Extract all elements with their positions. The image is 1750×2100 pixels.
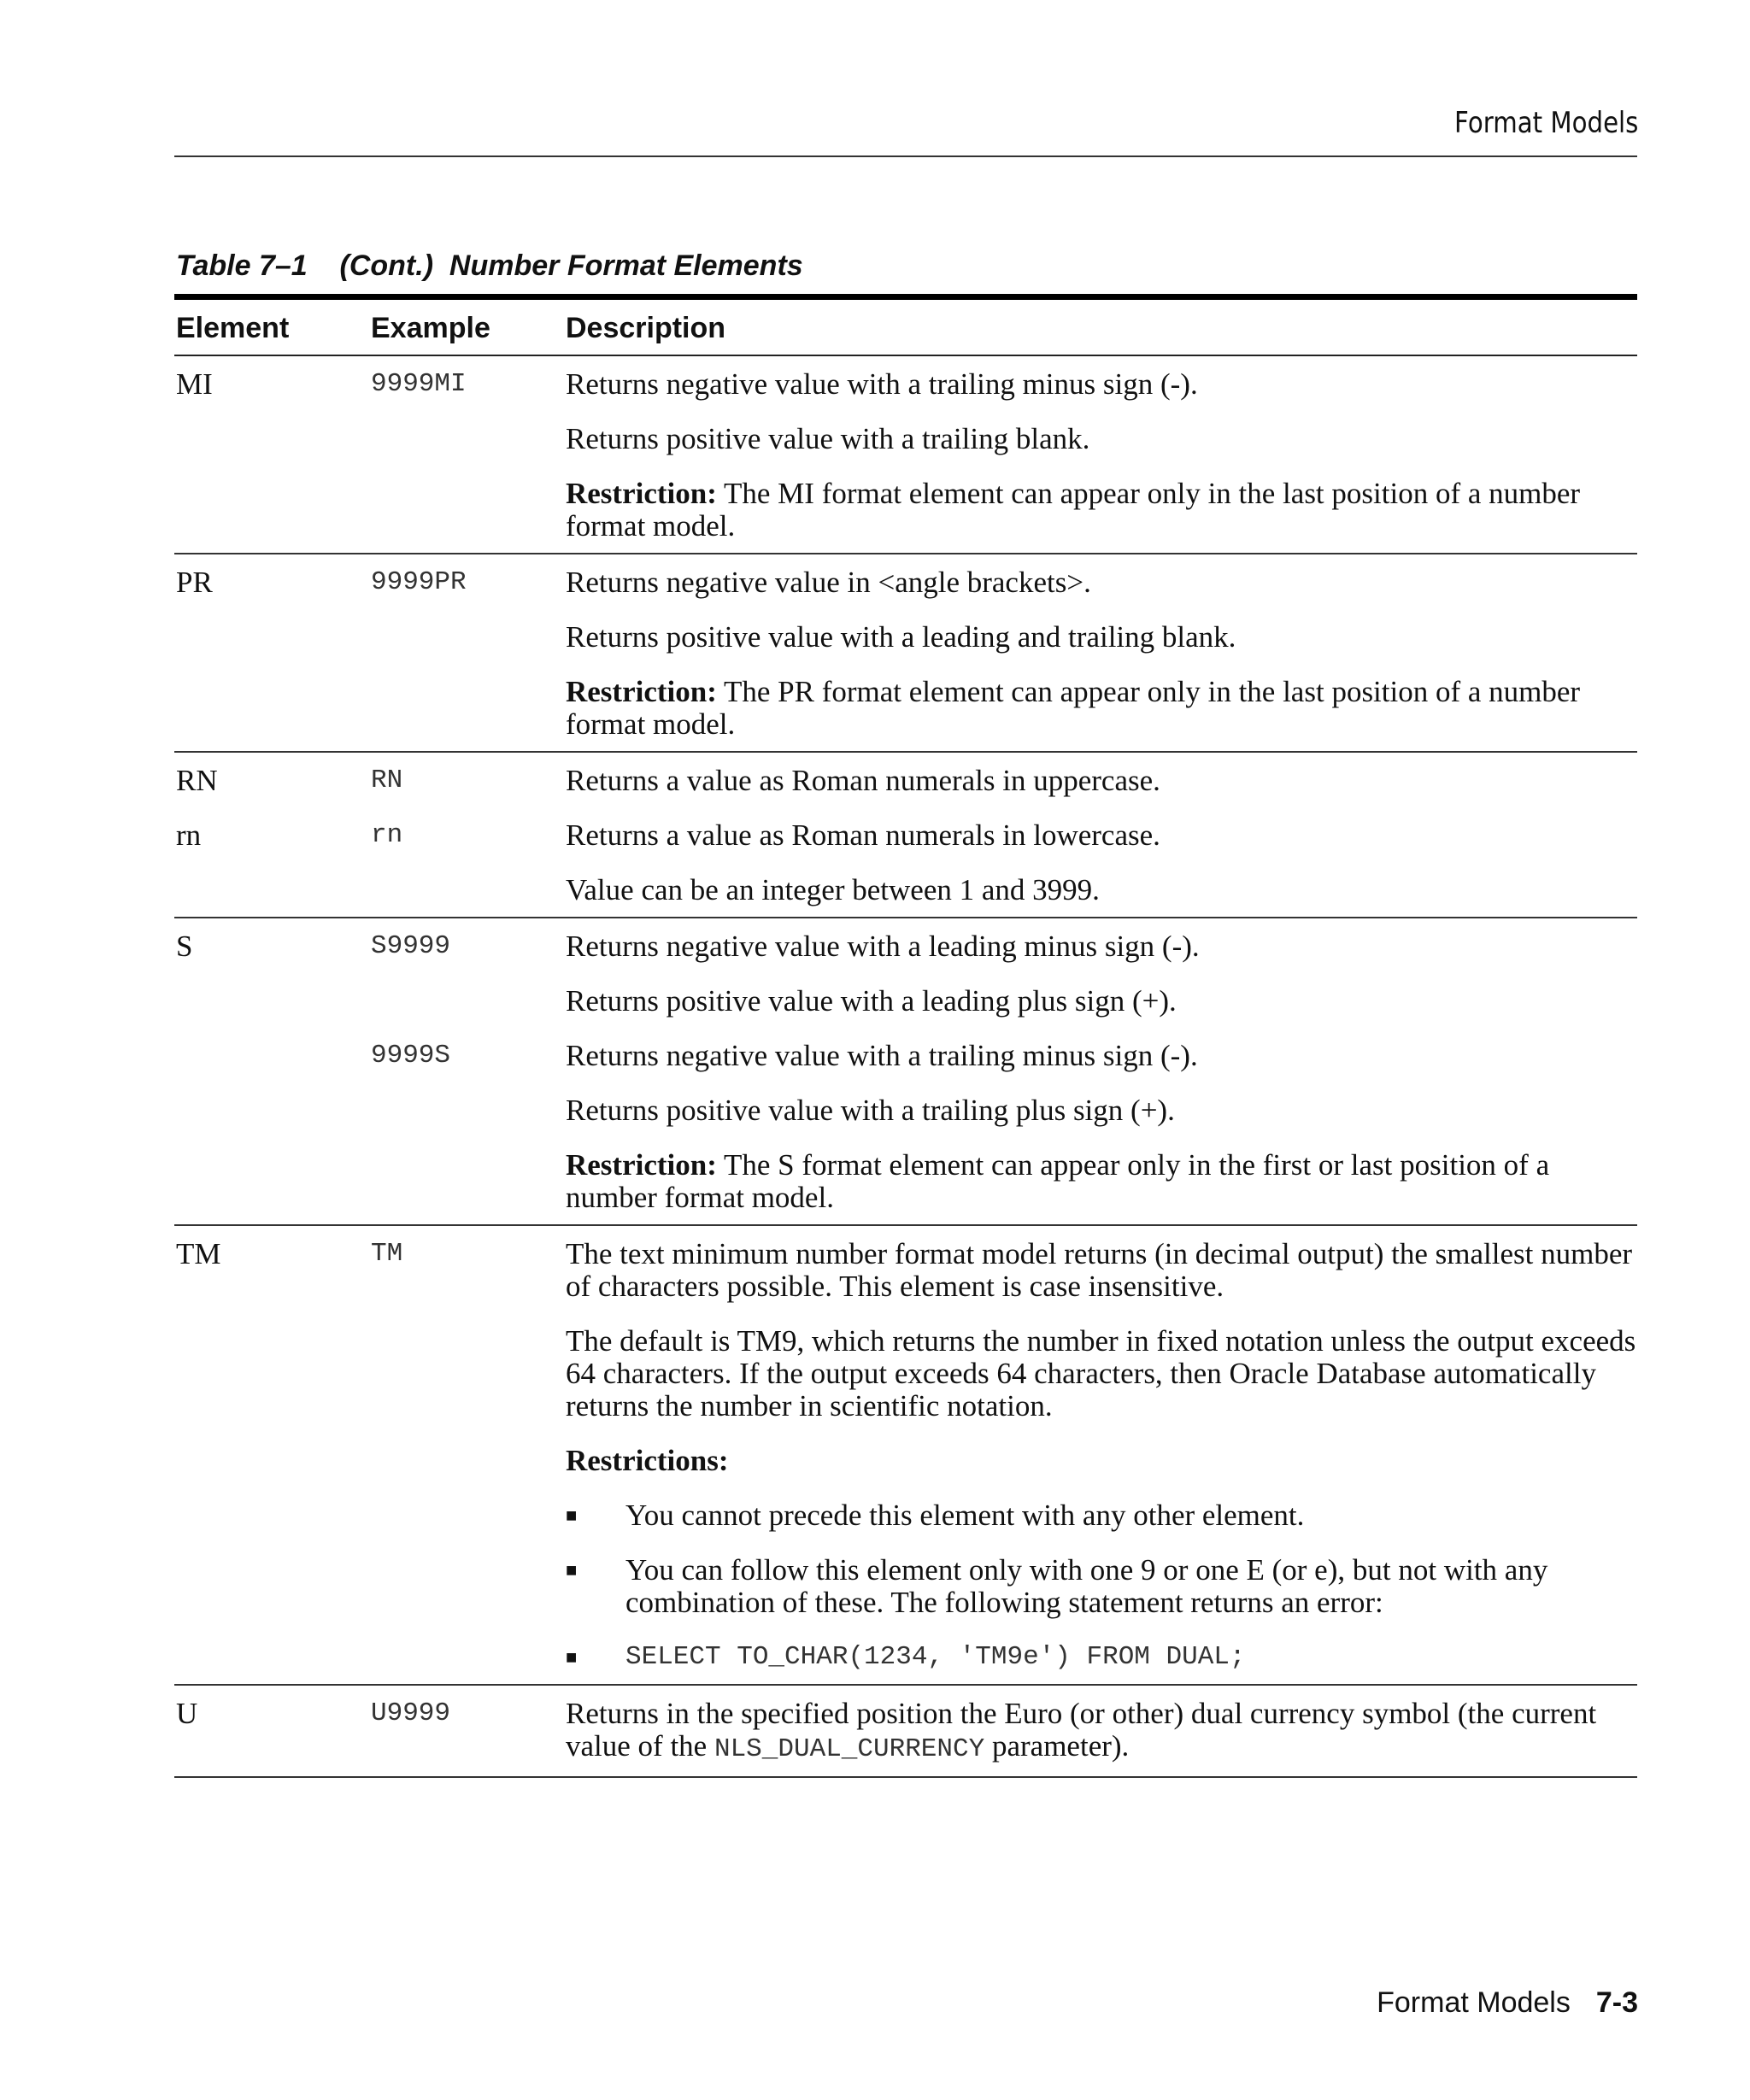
table-row xyxy=(174,554,1637,609)
description-cell xyxy=(564,1137,1637,1225)
element-cell xyxy=(174,1137,369,1225)
header-rule xyxy=(174,155,1637,157)
example-cell: 9999S xyxy=(371,1041,451,1071)
bullet-icon: ■ xyxy=(566,1559,578,1581)
example-cell xyxy=(369,1433,564,1487)
example-cell xyxy=(369,466,564,554)
example-cell xyxy=(369,1137,564,1225)
table-row xyxy=(174,609,1637,664)
example-cell: 9999PR xyxy=(371,567,467,597)
bullet-icon: ■ xyxy=(566,1646,578,1668)
inline-code: NLS_DUAL_CURRENCY xyxy=(714,1734,985,1764)
table-row xyxy=(174,918,1637,973)
example-cell: RN xyxy=(371,766,403,795)
restriction-text: The PR format element can appear only in the last position of a number format model. xyxy=(566,675,1581,741)
description-cell: Returns negative value with a leading minus sign (-). xyxy=(566,930,1200,963)
element-cell xyxy=(174,973,369,1028)
table-row xyxy=(174,1137,1637,1225)
page-number: 7-3 xyxy=(1595,1986,1638,2019)
description-cell: Returns negative value in <angle brackets>. xyxy=(566,566,1091,599)
table-row xyxy=(174,664,1637,752)
example-cell xyxy=(369,862,564,918)
description-cell: Returns a value as Roman numerals in lowercase. xyxy=(566,818,1160,852)
description-cell: Returns negative value with a trailing minus sign (-). xyxy=(566,367,1198,401)
caption-label: Table 7–1 xyxy=(176,249,308,282)
description-cell xyxy=(564,1685,1637,1777)
example-cell: TM xyxy=(371,1239,403,1269)
example-cell xyxy=(369,1082,564,1137)
element-cell xyxy=(174,1028,369,1082)
element-cell xyxy=(174,1313,369,1433)
table-row xyxy=(174,1313,1637,1433)
caption-title: (Cont.) Number Format Elements xyxy=(339,249,803,282)
example-cell: rn xyxy=(371,820,403,850)
table-row xyxy=(174,1487,1637,1542)
table-row xyxy=(174,1685,1637,1777)
element-cell: U xyxy=(174,1685,369,1777)
table-row xyxy=(174,973,1637,1028)
restriction-label: Restriction: xyxy=(566,1148,717,1182)
table-caption xyxy=(176,249,803,283)
table-row xyxy=(174,355,1637,411)
element-cell xyxy=(174,1082,369,1137)
description-cell: The text minimum number format model returns (in decimal output) the smallest number of characters possible. This element is case insensitive. xyxy=(566,1237,1633,1303)
example-cell: 9999MI xyxy=(371,369,467,399)
bullet-text: You cannot precede this element with any other element. xyxy=(625,1499,1305,1532)
element-cell xyxy=(174,411,369,466)
description-text: Returns in the specified position the Euro (or other) dual currency symbol (the current value of the xyxy=(566,1697,1597,1763)
table-header-row xyxy=(174,297,1637,356)
description-cell: Returns negative value with a trailing minus sign (-). xyxy=(566,1039,1198,1072)
example-cell xyxy=(369,411,564,466)
description-cell: Returns positive value with a trailing blank. xyxy=(566,422,1090,455)
restriction-label: Restriction: xyxy=(566,477,717,510)
element-cell xyxy=(174,664,369,752)
footer-section: Format Models xyxy=(1377,1986,1571,2019)
description-tail: parameter). xyxy=(984,1729,1130,1763)
table-row xyxy=(174,752,1637,807)
element-cell: RN xyxy=(176,764,218,797)
restriction-label: Restriction: xyxy=(566,675,717,708)
description-cell: Value can be an integer between 1 and 3999. xyxy=(564,862,1637,918)
table-row xyxy=(174,1082,1637,1137)
description-cell xyxy=(564,466,1637,554)
example-cell xyxy=(369,609,564,664)
bullet-icon: ■ xyxy=(566,1505,578,1526)
element-cell: rn xyxy=(176,818,202,852)
example-cell: U9999 xyxy=(369,1685,564,1777)
element-cell xyxy=(174,862,369,918)
table-row xyxy=(174,862,1637,918)
column-header: Element xyxy=(174,297,369,356)
column-header: Description xyxy=(564,297,1637,356)
description-cell xyxy=(564,1542,1637,1629)
element-cell: PR xyxy=(176,566,213,599)
description-cell xyxy=(564,664,1637,752)
description-cell: Returns positive value with a leading plus sign (+). xyxy=(566,984,1177,1018)
table-row xyxy=(174,466,1637,554)
page-footer xyxy=(1377,1986,1638,2020)
column-header: Example xyxy=(369,297,564,356)
element-cell xyxy=(174,609,369,664)
restrictions-label: Restrictions: xyxy=(566,1444,729,1477)
table-row xyxy=(174,807,1637,862)
description-cell xyxy=(564,1487,1637,1542)
element-cell: S xyxy=(176,930,193,963)
code-example: SELECT TO_CHAR(1234, 'TM9e') FROM DUAL; xyxy=(625,1642,1246,1672)
running-header: Format Models xyxy=(1453,106,1638,140)
restriction-text: The S format element can appear only in the first or last position of a number format model. xyxy=(566,1148,1550,1214)
description-cell: Returns positive value with a leading and trailing blank. xyxy=(566,620,1236,654)
example-cell xyxy=(369,973,564,1028)
example-cell xyxy=(369,664,564,752)
example-cell xyxy=(369,1313,564,1433)
bullet-text: You can follow this element only with one 9 or one E (or e), but not with any combination of these. The following statement returns an error: xyxy=(625,1553,1548,1619)
description-cell xyxy=(564,1433,1637,1487)
description-cell: Returns positive value with a trailing plus sign (+). xyxy=(566,1094,1175,1127)
table-row xyxy=(174,1629,1637,1685)
description-cell: Returns a value as Roman numerals in uppercase. xyxy=(566,764,1160,797)
description-cell: The default is TM9, which returns the number in fixed notation unless the output exceeds 64 characters. If the output exceeds 64 characters, then Oracle Database automatically returns the number in scientific notation. xyxy=(566,1324,1636,1422)
table-row xyxy=(174,411,1637,466)
element-cell xyxy=(174,466,369,554)
table-row xyxy=(174,1028,1637,1082)
example-cell: S9999 xyxy=(371,931,451,961)
table-row xyxy=(174,1542,1637,1629)
number-format-table xyxy=(174,294,1637,1778)
table-row xyxy=(174,1433,1637,1487)
description-cell xyxy=(564,1629,1637,1685)
restriction-text: The MI format element can appear only in the last position of a number format model. xyxy=(566,477,1581,543)
table-row xyxy=(174,1225,1637,1313)
element-cell xyxy=(174,1433,369,1487)
element-cell: MI xyxy=(176,367,213,401)
element-cell: TM xyxy=(176,1237,221,1270)
